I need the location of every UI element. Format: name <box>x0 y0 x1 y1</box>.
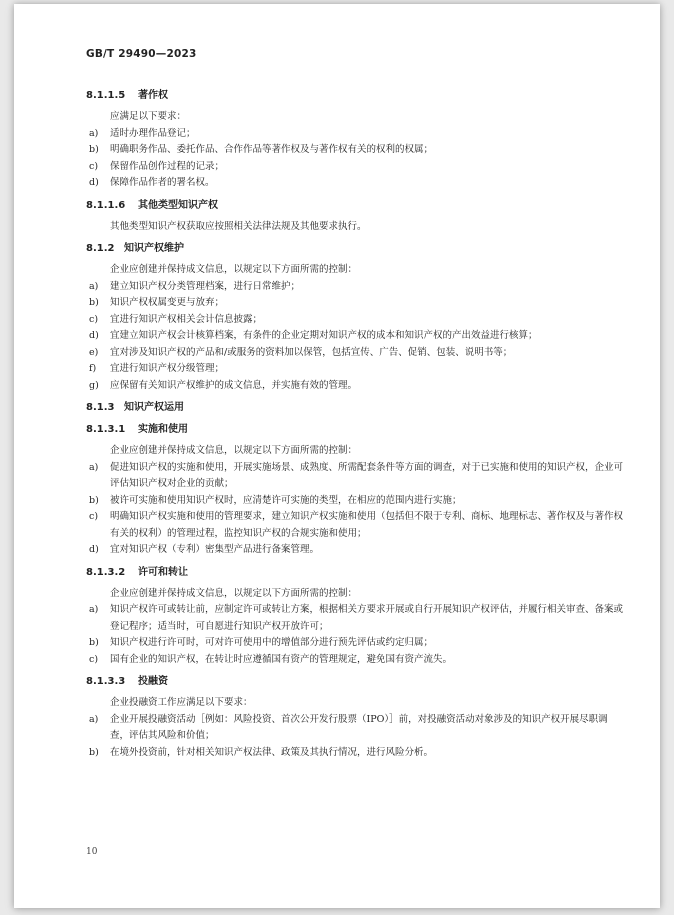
item-label: c) <box>89 653 99 665</box>
section-8-1-2 <box>86 241 626 394</box>
list-item <box>89 460 626 493</box>
item-label: d) <box>89 177 99 188</box>
item-label: a) <box>89 461 99 473</box>
item-label: c) <box>89 511 99 522</box>
item-label: b) <box>89 494 99 506</box>
list-item <box>89 493 626 510</box>
section-8-1-3-3 <box>86 674 626 761</box>
item-text: 被许可实施和使用知识产权时，应清楚许可实施的类型，在相应的范围内进行实施； <box>110 494 462 506</box>
list-item <box>89 745 626 762</box>
section-intro: 其他类型知识产权获取应按照相关法律法规及其他要求执行。 <box>110 220 367 232</box>
item-label: c) <box>89 160 99 172</box>
section-title: 知识产权维护 <box>124 243 184 254</box>
item-label: b) <box>89 637 99 648</box>
list-item <box>89 175 626 192</box>
section-title: 其他类型知识产权 <box>138 199 218 211</box>
item-text: 知识产权许可或转让前，应制定许可或转让方案，根据相关方要求开展或自行开展知识产权评估，并履行相关审查、备案或登记程序；适当时，可自愿进行知识产权开放许可； <box>110 604 624 632</box>
item-text: 宜对知识产权（专利）密集型产品进行备案管理。 <box>110 544 320 555</box>
section-intro: 企业应创建并保持成文信息，以规定以下方面所需的控制： <box>110 445 358 456</box>
section-heading <box>86 422 626 438</box>
section-heading <box>86 88 626 104</box>
section-intro: 企业应创建并保持成文信息，以规定以下方面所需的控制： <box>110 264 358 275</box>
item-label: a) <box>89 604 99 615</box>
section-number: 8.1.1.5 <box>86 90 126 101</box>
section-8-1-1-5 <box>86 88 626 192</box>
item-label: a) <box>89 127 99 139</box>
item-text: 保障作品作者的署名权。 <box>110 177 215 188</box>
standard-code-header: GB/T 29490—2023 <box>86 48 197 60</box>
list-item <box>89 328 626 345</box>
item-text: 明确职务作品、委托作品、合作作品等著作权及与著作权有关的权利的权属； <box>110 144 434 155</box>
list-item <box>89 712 626 745</box>
item-text: 宜进行知识产权分级管理； <box>110 363 225 374</box>
item-label: d) <box>89 330 99 341</box>
item-text: 应保留有关知识产权维护的成文信息，并实施有效的管理。 <box>110 379 358 391</box>
list-item <box>89 361 626 378</box>
item-text: 在境外投资前，针对相关知识产权法律、政策及其执行情况，进行风险分析。 <box>110 746 434 758</box>
section-heading <box>86 400 626 416</box>
item-label: d) <box>89 544 99 555</box>
list-item <box>89 345 626 362</box>
item-label: f) <box>89 363 97 374</box>
item-text: 国有企业的知识产权，在转让时应遵循国有资产的管理规定，避免国有资产流失。 <box>110 653 453 665</box>
section-8-1-1-6 <box>86 198 626 236</box>
section-number: 8.1.3.2 <box>86 566 126 578</box>
section-8-1-3 <box>86 400 626 416</box>
section-title: 知识产权运用 <box>124 402 184 413</box>
list-item <box>89 279 626 296</box>
list-item <box>89 295 626 312</box>
section-heading <box>86 674 626 690</box>
list-item <box>89 126 626 143</box>
section-intro: 企业投融资工作应满足以下要求： <box>110 697 253 708</box>
item-text: 保留作品创作过程的记录； <box>110 160 225 172</box>
list-item <box>89 312 626 329</box>
item-text: 企业开展投融资活动［例如：风险投资、首次公开发行股票（IPO）］前，对投融资活动对象涉及的知识产权开展尽职调查，评估其风险和价值； <box>110 713 608 741</box>
list-item <box>89 635 626 652</box>
section-title: 实施和使用 <box>138 424 188 435</box>
section-number: 8.1.3.1 <box>86 424 126 435</box>
section-title: 著作权 <box>138 90 168 101</box>
list-item <box>89 142 626 159</box>
list-item <box>89 652 626 669</box>
section-number: 8.1.3 <box>86 402 115 413</box>
list-item <box>89 602 626 635</box>
item-text: 宜进行知识产权相关会计信息披露； <box>110 313 263 325</box>
item-label: a) <box>89 713 99 725</box>
section-number: 8.1.1.6 <box>86 199 126 211</box>
item-label: e) <box>89 346 99 358</box>
item-text: 知识产权权属变更与放弃； <box>110 297 225 308</box>
section-heading <box>86 241 626 257</box>
list-item <box>89 159 626 176</box>
item-text: 明确知识产权实施和使用的管理要求，建立知识产权实施和使用（包括但不限于专利、商标、地理标志、著作权及与著作权有关的权利）的管理过程，监控知识产权的合规实施和使用； <box>110 511 624 539</box>
list-item <box>89 542 626 559</box>
list-item <box>89 509 626 542</box>
section-title: 许可和转让 <box>138 566 188 578</box>
item-label: g) <box>89 379 99 391</box>
item-label: c) <box>89 313 99 325</box>
item-label: b) <box>89 746 99 758</box>
section-number: 8.1.3.3 <box>86 676 126 687</box>
document-body <box>86 88 626 767</box>
section-number: 8.1.2 <box>86 243 115 254</box>
item-text: 知识产权进行许可时，可对许可使用中的增值部分进行预先评估或约定归属； <box>110 637 434 648</box>
item-text: 宜建立知识产权会计核算档案，有条件的企业定期对知识产权的成本和知识产权的产出效益进行核算； <box>110 330 538 341</box>
item-text: 适时办理作品登记； <box>110 127 196 139</box>
section-heading <box>86 198 626 214</box>
item-label: b) <box>89 297 99 308</box>
item-text: 促进知识产权的实施和使用，开展实施场景、成熟度、所需配套条件等方面的调查，对于已实施和使用的知识产权，企业可评估知识产权对企业的贡献； <box>110 461 624 489</box>
section-title: 投融资 <box>138 676 168 687</box>
item-text: 建立知识产权分类管理档案，进行日常维护； <box>110 280 301 292</box>
item-label: a) <box>89 280 99 292</box>
page-number: 10 <box>86 847 98 857</box>
document-page <box>14 4 660 908</box>
list-item <box>89 378 626 395</box>
section-8-1-3-1 <box>86 422 626 559</box>
section-intro: 企业应创建并保持成文信息，以规定以下方面所需的控制： <box>110 587 358 599</box>
section-8-1-3-2 <box>86 565 626 669</box>
section-heading <box>86 565 626 581</box>
section-intro: 应满足以下要求： <box>110 111 187 122</box>
item-label: b) <box>89 144 99 155</box>
item-text: 宜对涉及知识产权的产品和/或服务的资料加以保管，包括宣传、广告、促销、包装、说明书等； <box>110 346 513 358</box>
